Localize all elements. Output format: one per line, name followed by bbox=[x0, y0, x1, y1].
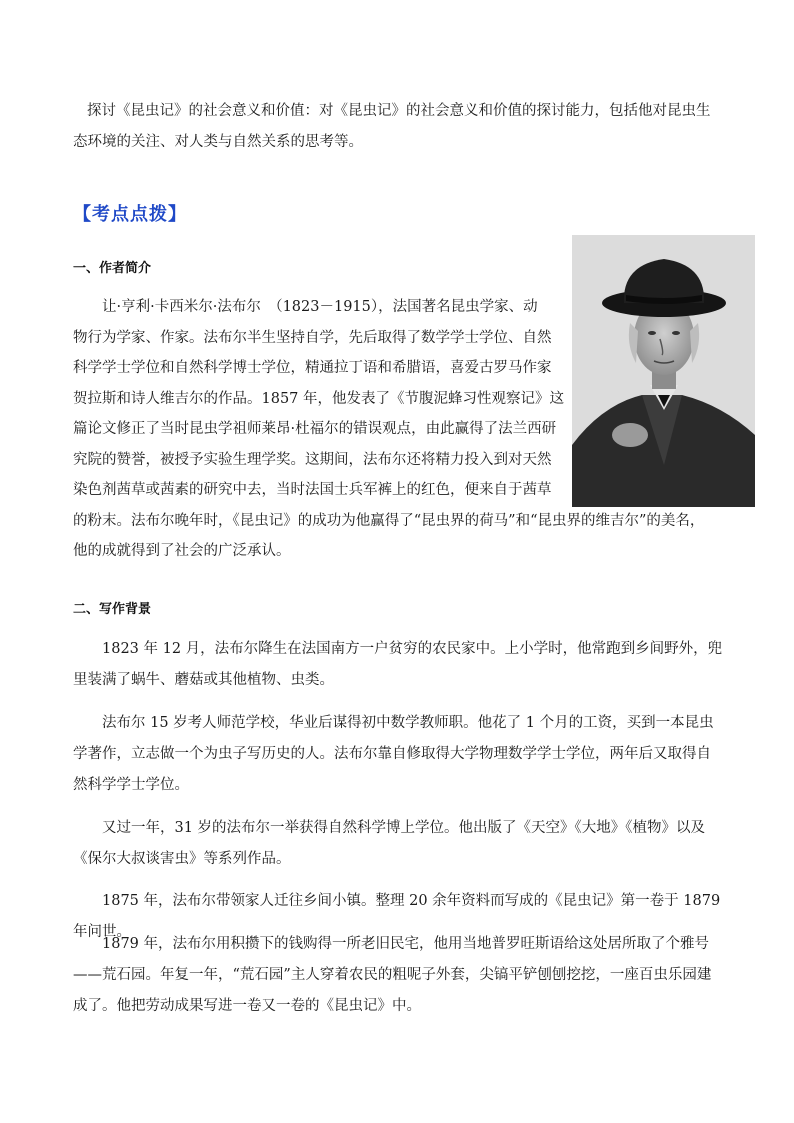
bio-line: 究院的赞誉，被授予实验生理学奖。这期间，法布尔还将精力投入到对天然 bbox=[73, 451, 552, 468]
bio-line: 让·亨利·卡西米尔·法布尔 （1823－1915），法国著名昆虫学家、动 bbox=[102, 299, 538, 315]
background-paragraph: 又过一年，31 岁的法布尔一举获得自然科学博上学位。他出版了《天空》《大地》《植物》以及《保尔大叔谈害虫》等系列作品。 bbox=[73, 820, 706, 867]
background-paragraph: 1875 年，法布尔带领家人迁往乡间小镇。整理 20 余年资料而写成的《昆虫记》第一卷于 1879 年问世。 bbox=[73, 893, 721, 940]
bio-line: 物行为学家、作家。法布尔半生坚持自学，先后取得了数学学士学位、自然 bbox=[73, 329, 552, 346]
author-heading: 一、作者简介 bbox=[73, 261, 152, 276]
background-paragraph: 法布尔 15 岁考人师范学校，华业后谋得初中数学教师职。他花了 1 个月的工资，买到一本昆虫学著作，立志做一个为虫子写历史的人。法布尔靠自修取得大学物理数学学士学位，两年后又取得自然科学学士学位。 bbox=[73, 715, 714, 793]
section-heading: 【考点点拨】 bbox=[73, 204, 187, 225]
bio-line: 染色剂茜草或茜素的研究中去，当时法国士兵军裤上的红色，便来自于茜草 bbox=[73, 482, 552, 498]
bio-line: 篇论文修正了当时昆虫学祖师莱昂·杜福尔的错误观点，由此赢得了法兰西研 bbox=[73, 421, 557, 437]
intro-paragraph: 探讨《昆虫记》的社会意义和价值：对《昆虫记》的社会意义和价值的探讨能力，包括他对昆虫生态环境的关注、对人类与自然关系的思考等。 bbox=[73, 103, 711, 150]
background-paragraph: 1879 年，法布尔用积攒下的钱购得一所老旧民宅，他用当地普罗旺斯语给这处居所取了个雅号——荒石园。年复一年，“荒石园”主人穿着农民的粗呢子外套，尖镐平铲刨刨挖挖，一座百虫乐园建成了。他把劳动成果写进一卷又一卷的《昆虫记》中。 bbox=[73, 936, 712, 1014]
bio-line: 科学学士学位和自然科学博士学位，精通拉丁语和希腊语，喜爱古罗马作家 bbox=[73, 360, 552, 376]
bio-line: 的粉末。法布尔晚年时，《昆虫记》的成功为他赢得了“昆虫界的荷马”和“昆虫界的维吉尔”的美名， bbox=[73, 512, 705, 529]
background-paragraph: 1823 年 12 月，法布尔降生在法国南方一户贫穷的农民家中。上小学时，他常跑到乡间野外，兜里装满了蜗牛、蘑菇或其他植物、虫类。 bbox=[73, 641, 723, 688]
background-heading: 二、写作背景 bbox=[73, 602, 152, 617]
bio-line: 贺拉斯和诗人维吉尔的作品。1857 年，他发表了《节腹泥蜂习性观察记》这 bbox=[73, 390, 565, 407]
bio-line: 他的成就得到了社会的广泛承认。 bbox=[73, 543, 291, 559]
author-bio bbox=[73, 292, 723, 567]
